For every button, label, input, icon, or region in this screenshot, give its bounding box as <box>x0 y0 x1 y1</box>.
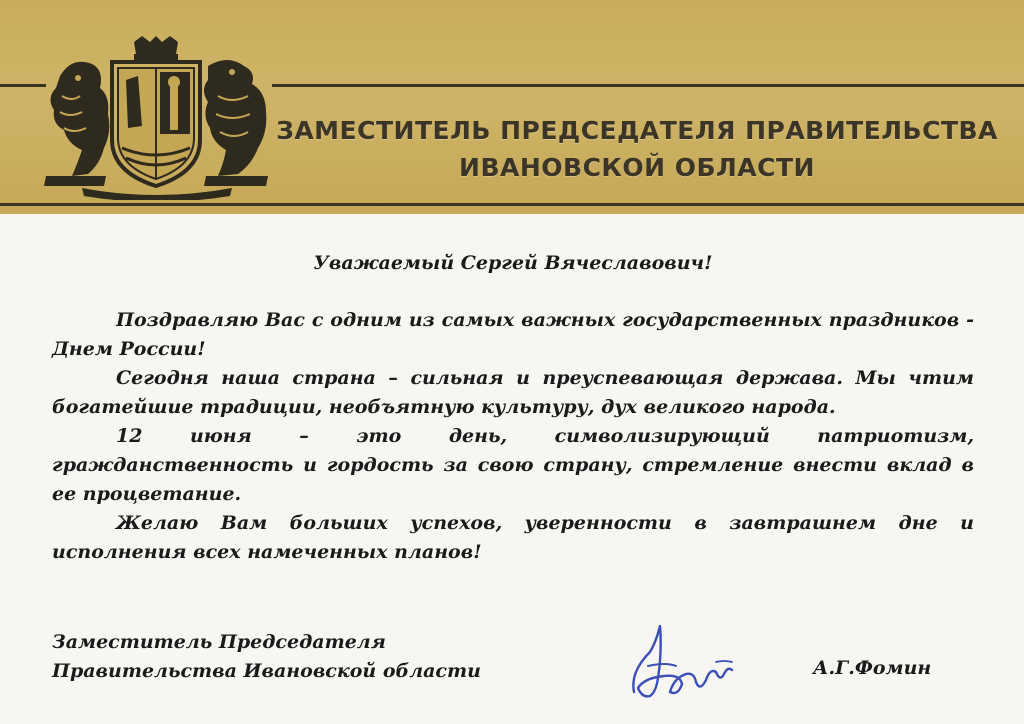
signatory-role-line2: Правительства Ивановской области <box>52 660 481 682</box>
signatory-role-line1: Заместитель Председателя <box>52 631 386 653</box>
letter-paragraph-3: 12 июня – это день, символизирующий патриотизм, гражданственность и гордость за свою страну, стремление внести вклад в ее процветание. <box>52 425 974 505</box>
signatory-name: А.Г.Фомин <box>813 657 932 679</box>
letterhead-rule-top <box>272 84 1024 87</box>
letterhead-rule-bottom <box>0 203 1024 206</box>
letterhead-band <box>0 0 1024 214</box>
letter-body <box>52 306 974 567</box>
letter-paragraph-2: Сегодня наша страна – сильная и преуспевающая держава. Мы чтим богатейшие традиции, необъятную культуру, дух великого народа. <box>52 367 974 418</box>
letterhead-rule-left <box>0 84 46 87</box>
signatory-role <box>52 628 481 686</box>
letterhead-title-line1: ЗАМЕСТИТЕЛЬ ПРЕДСЕДАТЕЛЯ ПРАВИТЕЛЬСТВА <box>276 116 998 145</box>
letter-greeting: Уважаемый Сергей Вячеславович! <box>313 252 713 274</box>
letter-paragraph-1: Поздравляю Вас с одним из самых важных государственных праздников - Днем России! <box>52 309 974 360</box>
letterhead-title-line2: ИВАНОВСКОЙ ОБЛАСТИ <box>459 153 815 182</box>
coat-of-arms-icon <box>42 36 270 200</box>
letter-paragraph-4: Желаю Вам больших успехов, уверенности в завтрашнем дне и исполнения всех намеченных планов! <box>52 512 974 563</box>
handwritten-signature-icon <box>620 622 740 706</box>
